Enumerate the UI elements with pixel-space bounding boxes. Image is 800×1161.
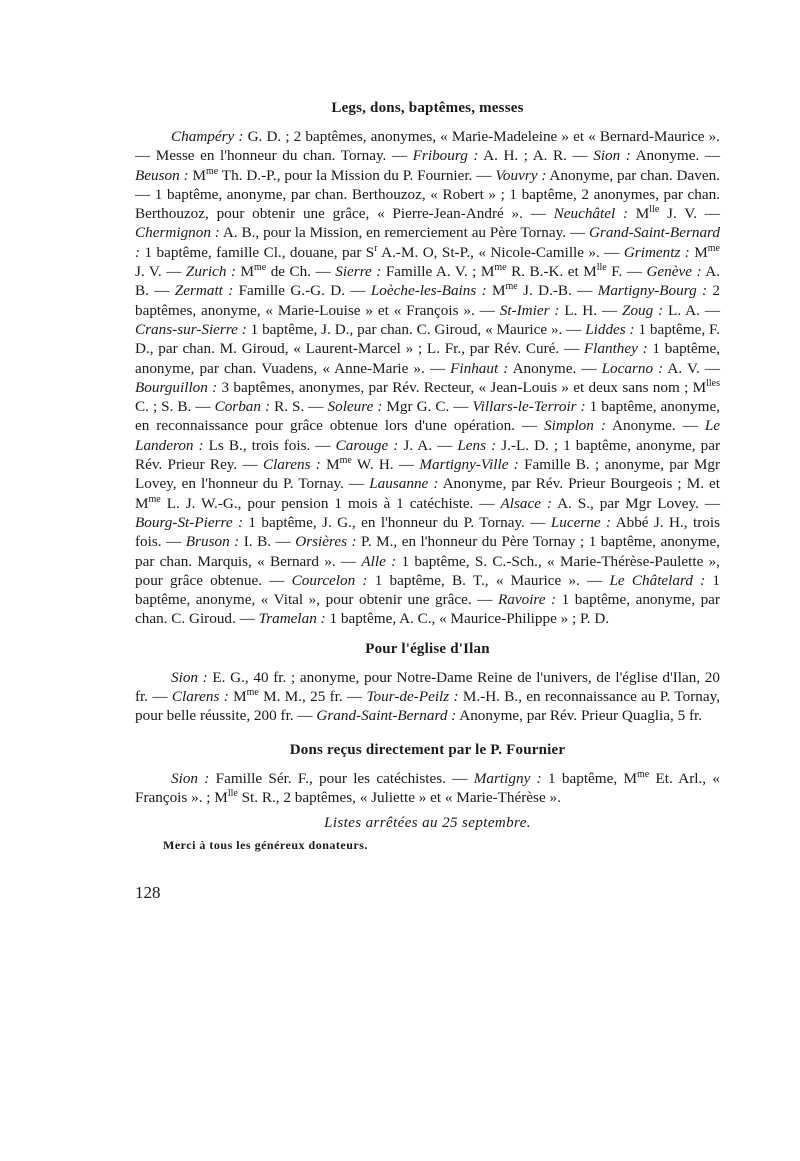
place-name: Grand-Saint-Bernard : (316, 707, 457, 725)
entry-text: 1 baptême, A. C., « Maurice-Philippe » ; P. D. (325, 610, 610, 628)
entry-text: E. G., 40 fr. ; anonyme, pour Notre-Dame Reine de l'univers, de l'église d'Ilan, 20 fr. — (135, 668, 720, 706)
place-name: Champéry : (171, 128, 244, 145)
section-body-dons-fournier (135, 769, 720, 808)
entry-text: A.-M. O, St-P., « Nicole-Camille ». — (377, 243, 624, 261)
thanks-note: Merci à tous les généreux donateurs. (163, 838, 368, 853)
place-name: Soleure : (327, 398, 383, 416)
entry-text: J. V. — (135, 263, 186, 281)
place-name: Grimentz : (623, 243, 690, 261)
entry-text: M (486, 282, 506, 300)
place-name: Crans-sur-Sierre : (135, 320, 247, 338)
entry-text: M (235, 263, 254, 281)
place-name: Bourg-St-Pierre : (135, 513, 244, 531)
closing-note: Listes arrêtées au 25 septembre. (324, 815, 531, 832)
section-body-legs-dons (135, 127, 720, 629)
place-name: Lausanne : (369, 475, 439, 493)
title-abbrev-superscript: lle (596, 262, 607, 274)
entry-text: F. — (606, 263, 647, 281)
title-abbrev-superscript: me (148, 493, 161, 505)
entry-text: L. J. W.-G., pour pension 1 mois à 1 catéchiste. — (160, 494, 501, 512)
entry-text: Th. D.-P., pour la Mission du P. Fournier. — (218, 166, 496, 184)
page-number: 128 (135, 883, 161, 903)
entry-text: Famille B. ; anonyme, par Mgr Lovey, en l'honneur du P. Tornay. — (135, 456, 721, 493)
entry-text: Mgr G. C. — (382, 398, 473, 416)
entry-text: 1 baptême, F. D., par chan. M. Giroud, « Laurent-Marcel » ; L. Fr., par Rév. Curé. — (135, 320, 720, 358)
place-name: Sion : (593, 147, 631, 165)
place-name: Tour-de-Peilz : (366, 688, 459, 706)
entry-text: Anonyme, par chan. Daven. — 1 baptême, anonyme, par chan. Berthouzoz, « Robert » ; 1 baptême, 2 anonymes, par chan. Berthouzoz, pour obtenir une grâce, « Pierre-Jean-André ». — (135, 166, 720, 223)
entry-text: 1 baptême, anonyme, en reconnaissance pour grâce obtenue lors d'une opération. — (135, 398, 720, 435)
entry-text: R. S. — (270, 398, 328, 416)
place-name: Le Châtelard : (609, 571, 706, 589)
title-abbrev-superscript: me (494, 262, 507, 274)
entry-text: Et. Arl., « François ». ; M (135, 769, 721, 806)
place-name: Zermatt : (174, 282, 234, 300)
entry-text: 1 baptême, anonyme, par chan. C. Giroud. — (135, 591, 720, 628)
place-name: Loèche-les-Bains : (370, 282, 487, 300)
place-name: Clarens : (262, 456, 321, 474)
title-abbrev-superscript: me (253, 262, 267, 274)
title-abbrev-superscript: me (636, 768, 650, 780)
entry-text: Abbé J. H., trois fois. — (135, 513, 720, 551)
entry-text: G. D. ; 2 baptêmes, anonymes, « Marie-Madeleine » et « Bernard-Maurice ». — Messe en l'honneur du chan. Tornay. — (135, 128, 720, 165)
place-name: Orsières : (295, 533, 357, 551)
place-name: Flanthey : (583, 340, 648, 358)
entry-text: J. V. — (659, 205, 720, 223)
section-heading-legs-dons: Legs, dons, baptêmes, messes (331, 100, 524, 116)
entry-text: M (188, 166, 206, 184)
place-name: Tramelan : (258, 610, 326, 628)
entry-text: A. V. — (663, 359, 720, 377)
entry-text: 1 baptême, J. D., par chan. C. Giroud, « Maurice ». — (246, 320, 586, 338)
place-name: Carouge : (335, 436, 399, 454)
entry-text: 1 baptême, S. C.-Sch., « Marie-Thérèse-Paulette », pour grâce obtenue. — (135, 552, 720, 589)
entry-text: W. H. — (351, 456, 420, 474)
entry-text: I. B. — (239, 533, 296, 551)
place-name: Fribourg : (412, 147, 479, 165)
entry-text: Anonyme, par Rév. Prieur Quaglia, 5 fr. (456, 707, 703, 725)
title-abbrev-superscript: lle (649, 204, 660, 216)
entry-text: J. A. — (398, 436, 458, 454)
title-abbrev-superscript: me (505, 281, 518, 293)
entry-text: Famille A. V. ; M (381, 263, 495, 281)
place-name: Bruson : (185, 533, 240, 551)
entry-text: A. S., par Mgr Lovey. — (551, 494, 721, 512)
entry-text: Anonyme. — (605, 417, 705, 435)
title-abbrev-superscript: me (707, 242, 720, 254)
place-name: Neuchâtel : (553, 205, 629, 223)
place-name: Bourguillon : (135, 378, 218, 396)
title-abbrev-superscript: me (246, 686, 259, 698)
entry-text: Famille G.-G. D. — (233, 282, 371, 300)
place-name: Sion : (171, 668, 208, 686)
entry-text: M.-H. B., en reconnaissance au P. Tornay, pour belle réussite, 200 fr. — (135, 688, 720, 725)
page-content (135, 100, 720, 903)
place-name: Ravoire : (497, 591, 557, 609)
entry-text: M (228, 688, 247, 706)
entry-text: L. H. — (559, 301, 622, 319)
section-body-eglise-ilan (135, 668, 720, 726)
place-name: St-Imier : (499, 301, 560, 319)
section-heading-dons-fournier: Dons reçus directement par le P. Fournier (289, 741, 566, 758)
entry-text: St. R., 2 baptêmes, « Juliette » et « Marie-Thérèse ». (237, 788, 561, 806)
entry-text: R. B.-K. et M (506, 263, 597, 281)
entry-text: 1 baptême, anonyme, « Vital », pour obtenir une grâce. — (135, 571, 720, 609)
entry-text: Anonyme, par Rév. Prieur Bourgeois ; M. et M (135, 475, 720, 512)
entry-text: Ls B., trois fois. — (203, 436, 336, 454)
entry-text: 3 baptêmes, anonymes, par Rév. Recteur, « Jean-Louis » et deux sans nom ; M (217, 378, 707, 396)
place-name: Grand-Saint-Bernard : (135, 224, 720, 261)
place-name: Courcelon : (291, 571, 368, 589)
entry-text: L. A. — (663, 301, 721, 319)
entry-text: M (689, 243, 708, 261)
place-name: Zurich : (185, 263, 236, 281)
place-name: Sion : (171, 769, 210, 787)
place-name: Martigny-Ville : (419, 456, 519, 474)
place-name: Vouvry : (495, 166, 547, 184)
place-name: Alle : (361, 552, 397, 570)
entry-text: de Ch. — (266, 263, 336, 281)
entry-text: 2 baptêmes, anonyme, « Marie-Louise » et « François ». — (135, 282, 720, 319)
entry-text: 1 baptême, anonyme, par chan. Vuadens, « Anne-Marie ». — (135, 340, 720, 377)
place-name: Zoug : (622, 301, 664, 319)
place-name: Locarno : (601, 359, 664, 377)
entry-text: A. B. — (135, 263, 720, 300)
title-abbrev-superscript: me (339, 454, 352, 466)
title-abbrev-superscript: r (374, 242, 378, 254)
place-name: Martigny : (473, 769, 542, 787)
title-abbrev-superscript: me (206, 165, 219, 177)
place-name: Beuson : (135, 166, 189, 184)
place-name: Martigny-Bourg : (597, 282, 708, 300)
place-name: Chermignon : (135, 224, 220, 242)
place-name: Clarens : (171, 688, 229, 706)
entry-text: C. ; S. B. — (135, 398, 215, 416)
entry-text: Anonyme. — (508, 359, 602, 377)
section-heading-eglise-ilan: Pour l'église d'Ilan (365, 640, 490, 657)
entry-text: P. M., en l'honneur du Père Tornay ; 1 baptême, anonyme, par chan. Marquis, « Bernard ». — (135, 533, 721, 570)
entry-text: 1 baptême, B. T., « Maurice ». — (367, 571, 610, 589)
entry-text: Famille Sér. F., pour les catéchistes. — (209, 769, 474, 787)
place-name: Finhaut : (450, 359, 509, 377)
place-name: Villars-le-Terroir : (472, 398, 586, 416)
place-name: Genève : (646, 263, 702, 281)
entry-text: A. H. ; A. R. — (478, 147, 594, 165)
entry-text: M (628, 205, 650, 223)
entry-text: M. M., 25 fr. — (258, 688, 367, 706)
entry-text: J.-L. D. ; 1 baptême, anonyme, par Rév. Prieur Rey. — (135, 436, 721, 474)
title-abbrev-superscript: lle (227, 787, 238, 799)
place-name: Le Landeron : (135, 417, 721, 454)
place-name: Liddes : (585, 320, 635, 338)
title-abbrev-superscript: lles (706, 377, 720, 389)
place-name: Sierre : (335, 263, 382, 281)
entry-text: 1 baptême, famille Cl., douane, par S (140, 243, 375, 261)
entry-text: J. D.-B. — (517, 282, 598, 300)
place-name: Simplon : (544, 417, 606, 435)
entry-text: Anonyme. — (630, 147, 721, 165)
entry-text: M (320, 456, 340, 474)
place-name: Lens : (457, 436, 497, 454)
place-name: Lucerne : (550, 513, 612, 531)
place-name: Alsace : (500, 494, 552, 512)
entry-text: A. B., pour la Mission, en remerciement au Père Tornay. — (219, 224, 589, 242)
place-name: Corban : (214, 398, 271, 416)
entry-text: 1 baptême, M (541, 769, 637, 787)
entry-text: 1 baptême, J. G., en l'honneur du P. Tornay. — (243, 513, 551, 531)
